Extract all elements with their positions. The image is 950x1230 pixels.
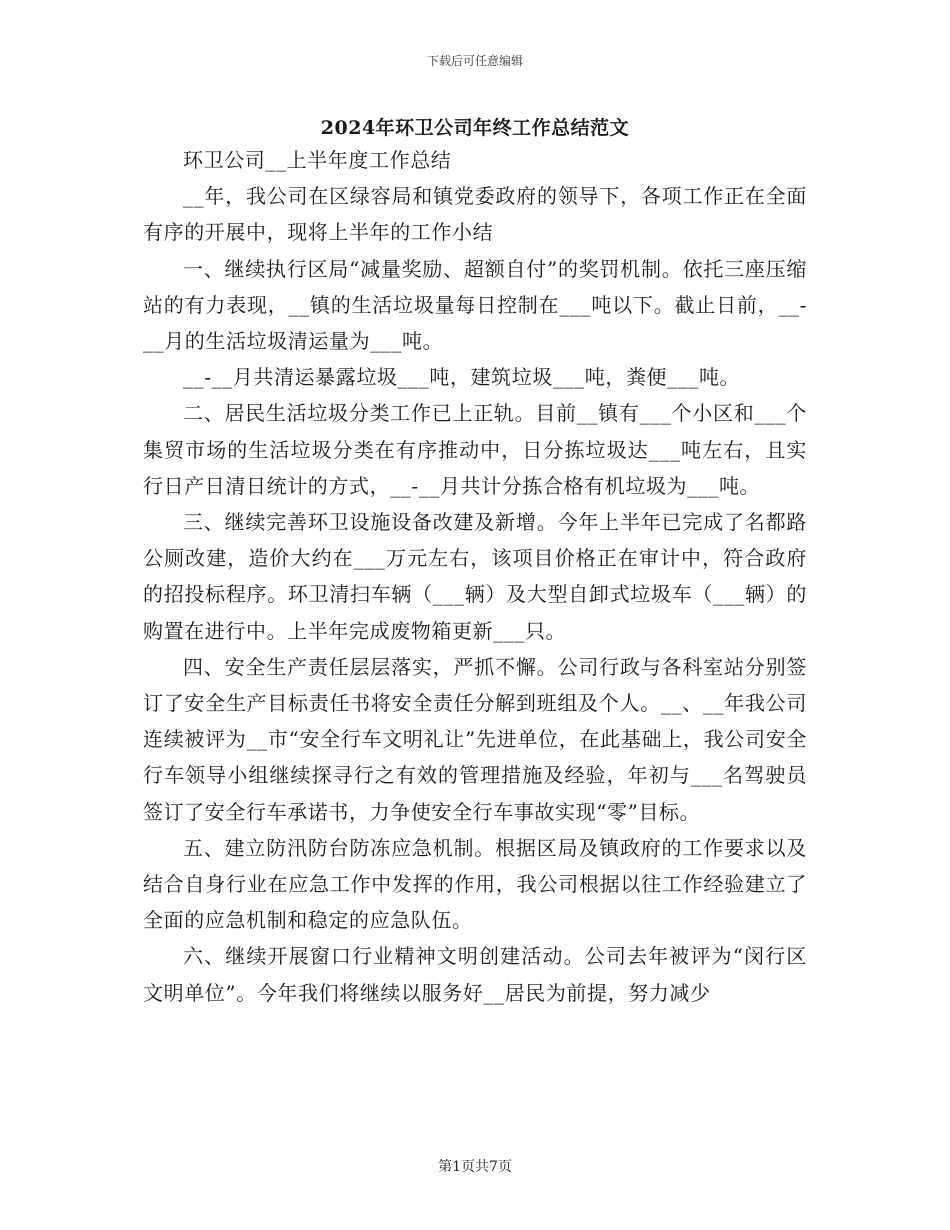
paragraph-item-2: 二、居民生活垃圾分类工作已上正轨。目前__镇有___个小区和___个集贸市场的生活垃圾分类在有序推动中，日分拣垃圾达___吨左右，且实行日产日清日统计的方式，__-__月共计分拣合格有机垃圾为___吨。	[143, 401, 807, 498]
paragraph-subtitle: 环卫公司__上半年度工作总结	[183, 148, 452, 172]
header-note: 下载后可任意编辑	[426, 54, 523, 68]
document-title: 2024年环卫公司年终工作总结范文	[320, 117, 630, 139]
paragraph-item-3: 三、继续完善环卫设施设备改建及新增。今年上半年已完成了名都路公厕改建，造价大约在___万元左右，该项目价格正在审计中，符合政府的招投标程序。环卫清扫车辆（___辆）及大型自卸式垃圾车（___辆）的购置在进行中。上半年完成废物箱更新___只。	[143, 510, 807, 643]
paragraph-item-1: 一、继续执行区局“减量奖励、超额自付”的奖罚机制。依托三座压缩站的有力表现，__镇的生活垃圾量每日控制在___吨以下。截止日前，__-__月的生活垃圾清运量为___吨。	[143, 256, 807, 354]
paragraph-item-4: 四、安全生产责任层层落实，严抓不懈。公司行政与各科室站分别签订了安全生产目标责任书将安全责任分解到班组及个人。__、__年我公司连续被评为__市“安全行车文明礼让”先进单位，在此基础上，我公司安全行车领导小组继续探寻行之有效的管理措施及经验，年初与___名驾驶员签订了安全行车承诺书，力争使安全行车事故实现“零”目标。	[143, 654, 807, 824]
page-number-footer: 第1页共7页	[438, 1159, 512, 1175]
paragraph-item-6: 六、继续开展窗口行业精神文明创建活动。公司去年被评为“闵行区文明单位”。今年我们将继续以服务好__居民为前提，努力减少	[143, 944, 807, 1005]
document-body	[143, 142, 807, 1011]
paragraph-item-5: 五、建立防汛防台防冻应急机制。根据区局及镇政府的工作要求以及结合自身行业在应急工作中发挥的作用，我公司根据以往工作经验建立了全面的应急机制和稳定的应急队伍。	[143, 835, 807, 933]
paragraph-intro: __年，我公司在区绿容局和镇党委政府的领导下，各项工作正在全面有序的开展中，现将上半年的工作小结	[143, 184, 807, 245]
paragraph-item-1-cont: __-__月共清运暴露垃圾___吨，建筑垃圾___吨，粪便___吨。	[183, 365, 741, 390]
